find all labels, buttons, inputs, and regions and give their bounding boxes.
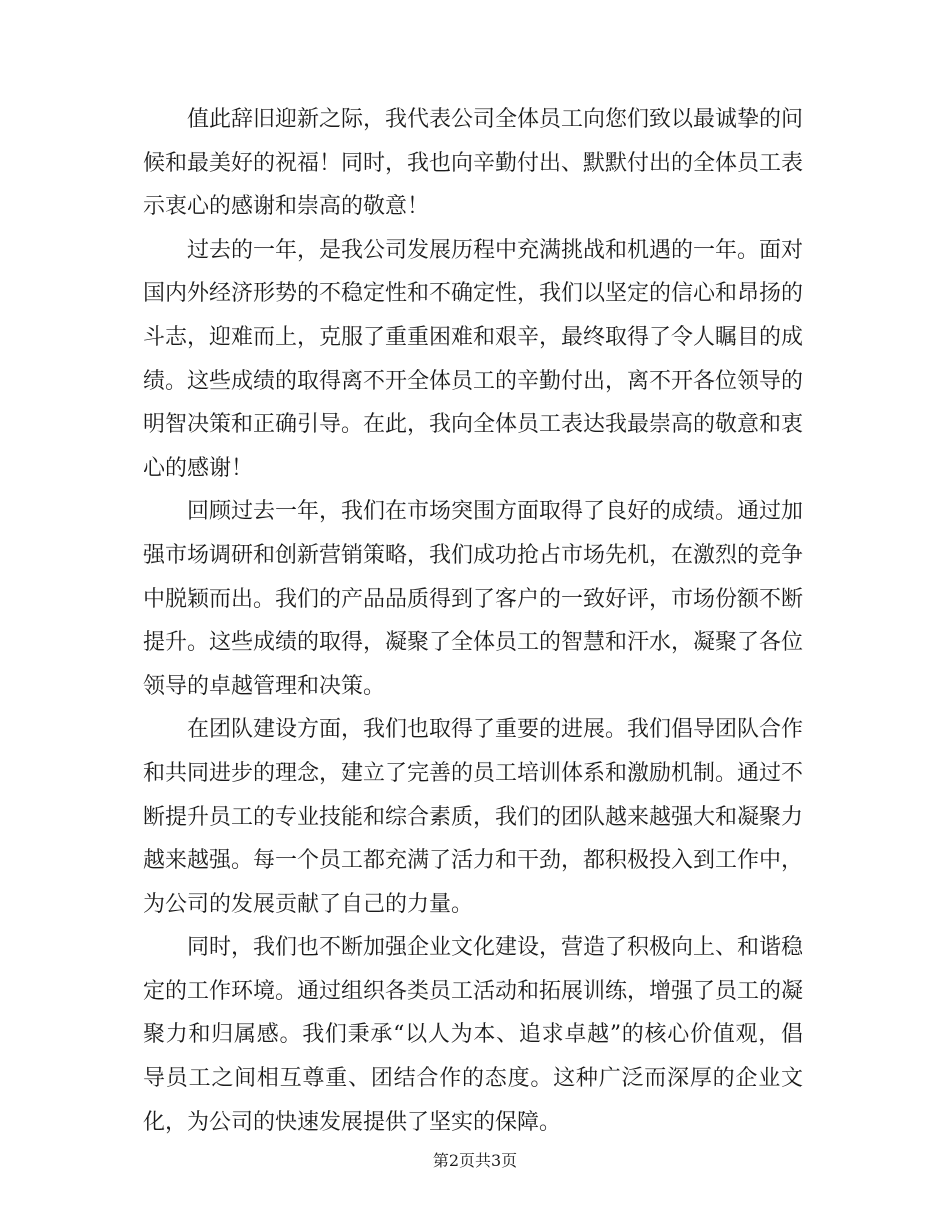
paragraph-1: 值此辞旧迎新之际，我代表公司全体员工向您们致以最诚挚的问候和最美好的祝福！同时，我也向辛勤付出、默默付出的全体员工表示衷心的感谢和崇高的敬意！ [143, 107, 804, 220]
paragraph-4: 在团队建设方面，我们也取得了重要的进展。我们倡导团队合作和共同进步的理念，建立了完善的员工培训体系和激励机制。通过不断提升员工的专业技能和综合素质，我们的团队越来越强大和凝聚力越来越强。每一个员工都充满了活力和干劲，都积极投入到工作中，为公司的发展贡献了自己的力量。 [143, 717, 804, 917]
page-footer: 第2页共3页 [432, 1151, 518, 1170]
paragraph-3: 回顾过去一年，我们在市场突围方面取得了良好的成绩。通过加强市场调研和创新营销策略，我们成功抢占市场先机，在激烈的竞争中脱颖而出。我们的产品品质得到了客户的一致好评，市场份额不断提升。这些成绩的取得，凝聚了全体员工的智慧和汗水，凝聚了各位领导的卓越管理和决策。 [143, 499, 804, 699]
paragraph-5: 同时，我们也不断加强企业文化建设，营造了积极向上、和谐稳定的工作环境。通过组织各类员工活动和拓展训练，增强了员工的凝聚力和归属感。我们秉承“以人为本、追求卓越”的核心价值观，倡导员工之间相互尊重、团结合作的态度。这种广泛而深厚的企业文化，为公司的快速发展提供了坚实的保障。 [143, 935, 804, 1135]
document-body [143, 98, 803, 1144]
paragraph-2: 过去的一年，是我公司发展历程中充满挑战和机遇的一年。面对国内外经济形势的不稳定性和不确定性，我们以坚定的信心和昂扬的斗志，迎难而上，克服了重重困难和艰辛，最终取得了令人瞩目的成绩。这些成绩的取得离不开全体员工的辛勤付出，离不开各位领导的明智决策和正确引导。在此，我向全体员工表达我最崇高的敬意和衷心的感谢！ [143, 237, 804, 481]
